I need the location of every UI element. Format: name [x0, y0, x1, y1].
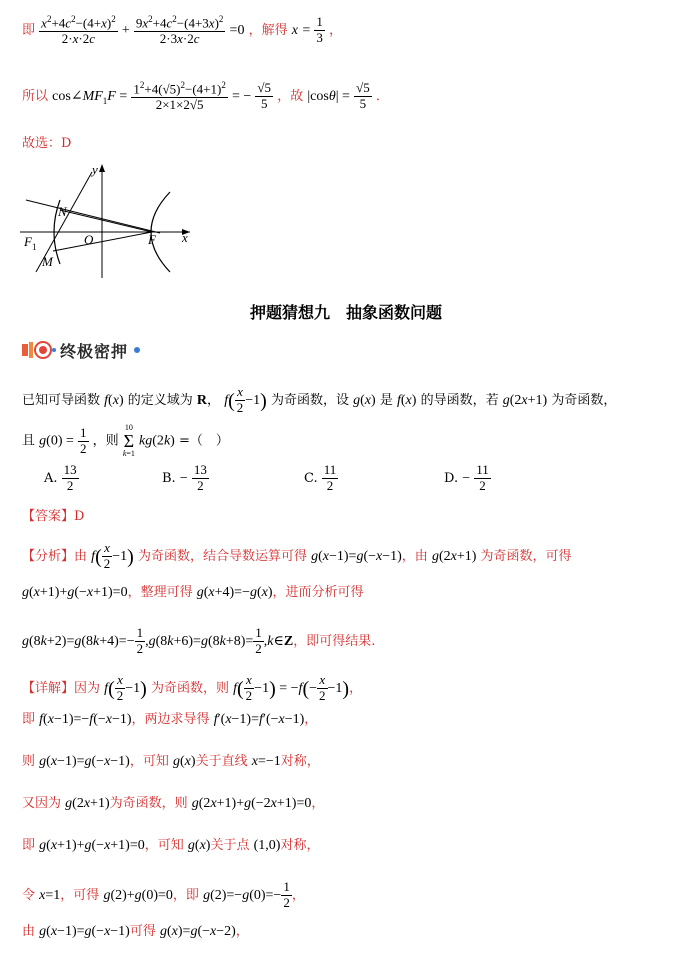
fraction: $\frac{1}{2}$ [80, 424, 87, 456]
option-b[interactable]: B. − $\frac{13}{2}$ [162, 462, 207, 493]
fraction: $\frac{x}{2}$ [236, 384, 244, 415]
fraction: $\frac{x}{2}$ [103, 540, 111, 571]
detail-line-7: 由 g(x−1)=g(−x−1)可得 g(x)=g(−x−2)， [22, 924, 249, 939]
fraction: $\frac{13}{2}$ [63, 462, 77, 493]
label-y: y [92, 162, 98, 177]
hyperbola-figure [20, 160, 200, 280]
option-c[interactable]: C. $\frac{11}{2}$ [304, 462, 337, 493]
section-title: 押题猜想九 抽象函数问题 [249, 303, 442, 322]
detail-line-2: 即 f(x−1)=−f(−x−1)，两边求导得 f′(x−1)=f′(−x−1)， [22, 712, 318, 727]
fraction: $\frac{1}{2}$ [136, 625, 144, 656]
fraction: $\frac{√5}{5}$ [257, 80, 272, 112]
fraction: $\frac{13}{2}$ [193, 462, 207, 493]
fraction: $\frac{x}{2}$ [116, 672, 124, 703]
fraction: $\frac{11}{2}$ [323, 462, 337, 493]
prev-line-1: 即 $\frac{x^2+4c^2-(4+x)^2}{2\cdot x\cdot 2c}$ + $\frac{9x^2+4c^2-(4+3x)^2}{2\cdot 3x\cdot 2c}$ =0 ，解得 x = $\frac{1}{3}$ ， [22, 14, 343, 47]
prev-line-2: 所以 $\cos\angle MF_1F$ = $\frac{1^2+4(√5)^2-(4+1)^2}{2\times 1\times 2√5}$ = − $\frac{√5}{5}$ ，故 |cosθ| = $\frac{√5}{5}$ ． [22, 80, 389, 113]
label-x: x [182, 230, 188, 245]
target-icon [22, 340, 56, 360]
label-N: N [58, 204, 67, 219]
label-F1: F [24, 234, 32, 249]
label-F1-sub: 1 [32, 242, 37, 252]
fraction: $\frac{x^2+4c^2-(4+x)^2}{2\cdot x\cdot 2c}$ [41, 14, 116, 47]
fraction: $\frac{1}{2}$ [255, 625, 262, 656]
detail-line-5: 即 g(x+1)+g(−x+1)=0，可知 g(x)关于点 (1,0)对称， [22, 838, 320, 853]
option-a[interactable]: A. $\frac{13}{2}$ [44, 462, 77, 493]
fraction: $\frac{1}{2}$ [283, 879, 290, 910]
fraction: $\frac{√5}{5}$ [356, 80, 370, 112]
fraction: $\frac{11}{2}$ [476, 462, 489, 493]
analysis-line-2: g(x+1)+g(−x+1)=0，整理可得 g(x+4)=−g(x)，进而分析可得 [22, 585, 364, 600]
label-O: O [84, 232, 94, 247]
banner-label: 终极密押 [60, 341, 129, 361]
analysis-line-1: 【分析】由 f( $\frac{x}{2}$ −1) 为奇函数，结合导数运算可得 g(x−1)=g(−x−1)，由 g(2x+1) 为奇函数，可得 [22, 540, 572, 571]
label-M: M [42, 254, 53, 269]
fraction: $\frac{9x^2+4c^2-(4+3x)^2}{2\cdot 3x\cdot 2c}$ [135, 14, 224, 47]
fraction: $\frac{1^2+4(√5)^2-(4+1)^2}{2\times 1\times 2√5}$ [133, 80, 226, 113]
dot-icon [132, 345, 142, 355]
label-F: F [148, 232, 156, 247]
detail-line-6: 令 x=1，可得 g(2)+g(0)=0，即 g(2)=−g(0)=− $\frac{1}{2}$ ， [22, 879, 305, 910]
detail-line-4: 又因为 g(2x+1)为奇函数，则 g(2x+1)+g(−2x+1)=0， [22, 796, 325, 811]
fraction: $\frac{x}{2}$ [245, 672, 253, 703]
prev-line-3: 故选：D [22, 136, 72, 151]
analysis-line-3: g(8k+2)=g(8k+4)=− $\frac{1}{2}$ ,g(8k+6)=g(8k+8)= $\frac{1}{2}$ ,k∈Z，即可得结果. [22, 625, 376, 656]
banner [22, 338, 142, 362]
answer: 【答案】D [22, 509, 85, 524]
sum-symbol: 10 Σ k=1 [122, 423, 135, 458]
fraction: $\frac{x}{2}$ [319, 672, 326, 703]
problem-line-2: 且 g(0) = $\frac{1}{2}$ ，则 10 Σ k=1 kg(2k) =（ ） [22, 423, 229, 458]
option-d[interactable]: D. − $\frac{11}{2}$ [444, 462, 489, 493]
problem-line-1: 已知可导函数 f(x) 的定义域为 R， f( $\frac{x}{2}$ −1) 为奇函数，设 g(x) 是 f(x) 的导函数，若 g(2x+1) 为奇函数， [22, 384, 617, 415]
detail-line-1: 【详解】因为 f( $\frac{x}{2}$ −1) 为奇函数，则 f( $\frac{x}{2}$ −1) = −f(− $\frac{x}{2}$ −1)， [22, 672, 363, 703]
fraction: $\frac{1}{3}$ [316, 14, 323, 46]
detail-line-3: 则 g(x−1)=g(−x−1)，可知 g(x)关于直线 x=−1对称， [22, 754, 320, 769]
